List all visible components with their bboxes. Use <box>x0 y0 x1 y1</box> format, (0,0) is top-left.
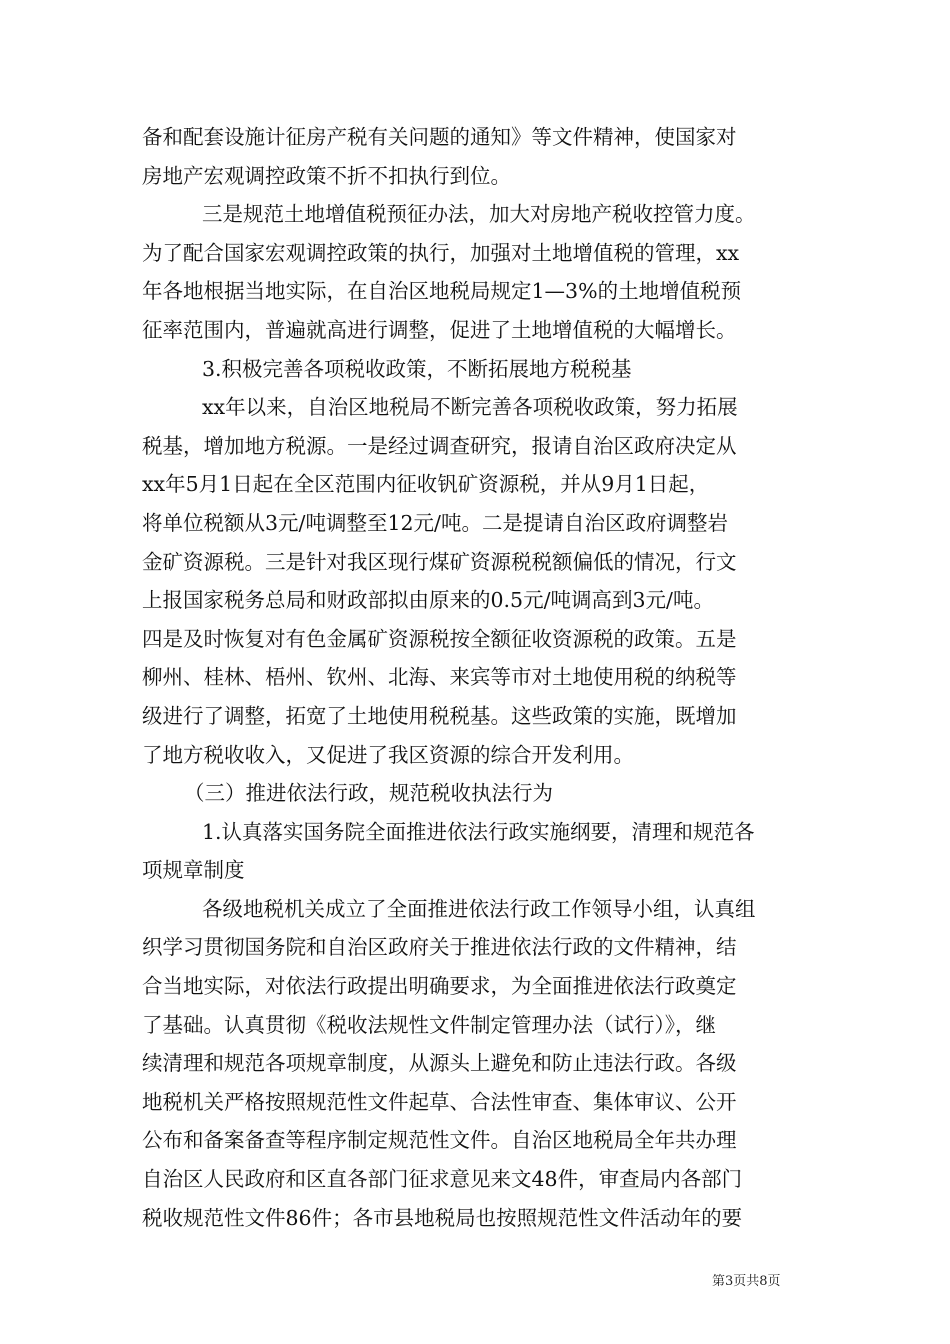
text-line: 自治区人民政府和区直各部门征求意见来文48件，审查局内各部门 <box>142 1167 743 1192</box>
text-line: 续清理和规范各项规章制度，从源头上避免和防止违法行政。各级 <box>142 1051 737 1076</box>
text-line: 征率范围内，普遍就高进行调整，促进了土地增值税的大幅增长。 <box>142 317 737 342</box>
text-line: 四是及时恢复对有色金属矿资源税按全额征收资源税的政策。五是 <box>142 626 737 651</box>
text-line: 为了配合国家宏观调控政策的执行，加强对土地增值税的管理，xx <box>142 240 740 265</box>
text-line: 上报国家税务总局和财政部拟由原来的0.5元/吨调高到3元/吨。 <box>142 588 714 613</box>
text-line: 级进行了调整，拓宽了土地使用税税基。这些政策的实施，既增加 <box>142 703 737 728</box>
section-heading: 1.认真落实国务院全面推进依法行政实施纲要，清理和规范各 <box>202 819 755 844</box>
text-line: 金矿资源税。三是针对我区现行煤矿资源税税额偏低的情况，行文 <box>142 549 737 574</box>
text-line: 了基础。认真贯彻《税收法规性文件制定管理办法（试行）》，继 <box>142 1012 716 1037</box>
paragraph-start: 三是规范土地增值税预征办法，加大对房地产税收控管力度。 <box>202 202 756 227</box>
text-line: 项规章制度 <box>142 858 245 883</box>
text-line: 房地产宏观调控政策不折不扣执行到位。 <box>142 163 511 188</box>
section-heading: 3.积极完善各项税收政策，不断拓展地方税税基 <box>202 356 632 381</box>
text-line: 公布和备案备查等程序制定规范性文件。自治区地税局全年共办理 <box>142 1128 737 1153</box>
text-line: xx年5月1日起在全区范围内征收钒矿资源税，并从9月1日起， <box>142 472 710 497</box>
text-line: 将单位税额从3元/吨调整至12元/吨。二是提请自治区政府调整岩 <box>142 510 728 535</box>
page-number: 第3页共8页 <box>712 1274 781 1289</box>
paragraph-start: 各级地税机关成立了全面推进依法行政工作领导小组，认真组 <box>202 896 756 921</box>
text-line: 地税机关严格按照规范性文件起草、合法性审查、集体审议、公开 <box>142 1089 737 1114</box>
document-body <box>142 118 808 1237</box>
text-line: 税基，增加地方税源。一是经过调查研究，报请自治区政府决定从 <box>142 433 737 458</box>
text-line: 了地方税收收入，又促进了我区资源的综合开发利用。 <box>142 742 634 767</box>
text-line: 备和配套设施计征房产税有关问题的通知》等文件精神，使国家对 <box>142 125 737 149</box>
section-heading: （三）推进依法行政，规范税收执法行为 <box>184 781 553 806</box>
text-line: 柳州、桂林、梧州、钦州、北海、来宾等市对土地使用税的纳税等 <box>142 665 737 690</box>
text-line: 合当地实际，对依法行政提出明确要求，为全面推进依法行政奠定 <box>142 974 737 999</box>
paragraph-start: xx年以来，自治区地税局不断完善各项税收政策，努力拓展 <box>202 395 738 420</box>
text-line: 税收规范性文件86件；各市县地税局也按照规范性文件活动年的要 <box>142 1205 743 1230</box>
text-line: 年各地根据当地实际，在自治区地税局规定1—3%的土地增值税预 <box>142 279 742 304</box>
text-line: 织学习贯彻国务院和自治区政府关于推进依法行政的文件精神，结 <box>142 935 737 960</box>
